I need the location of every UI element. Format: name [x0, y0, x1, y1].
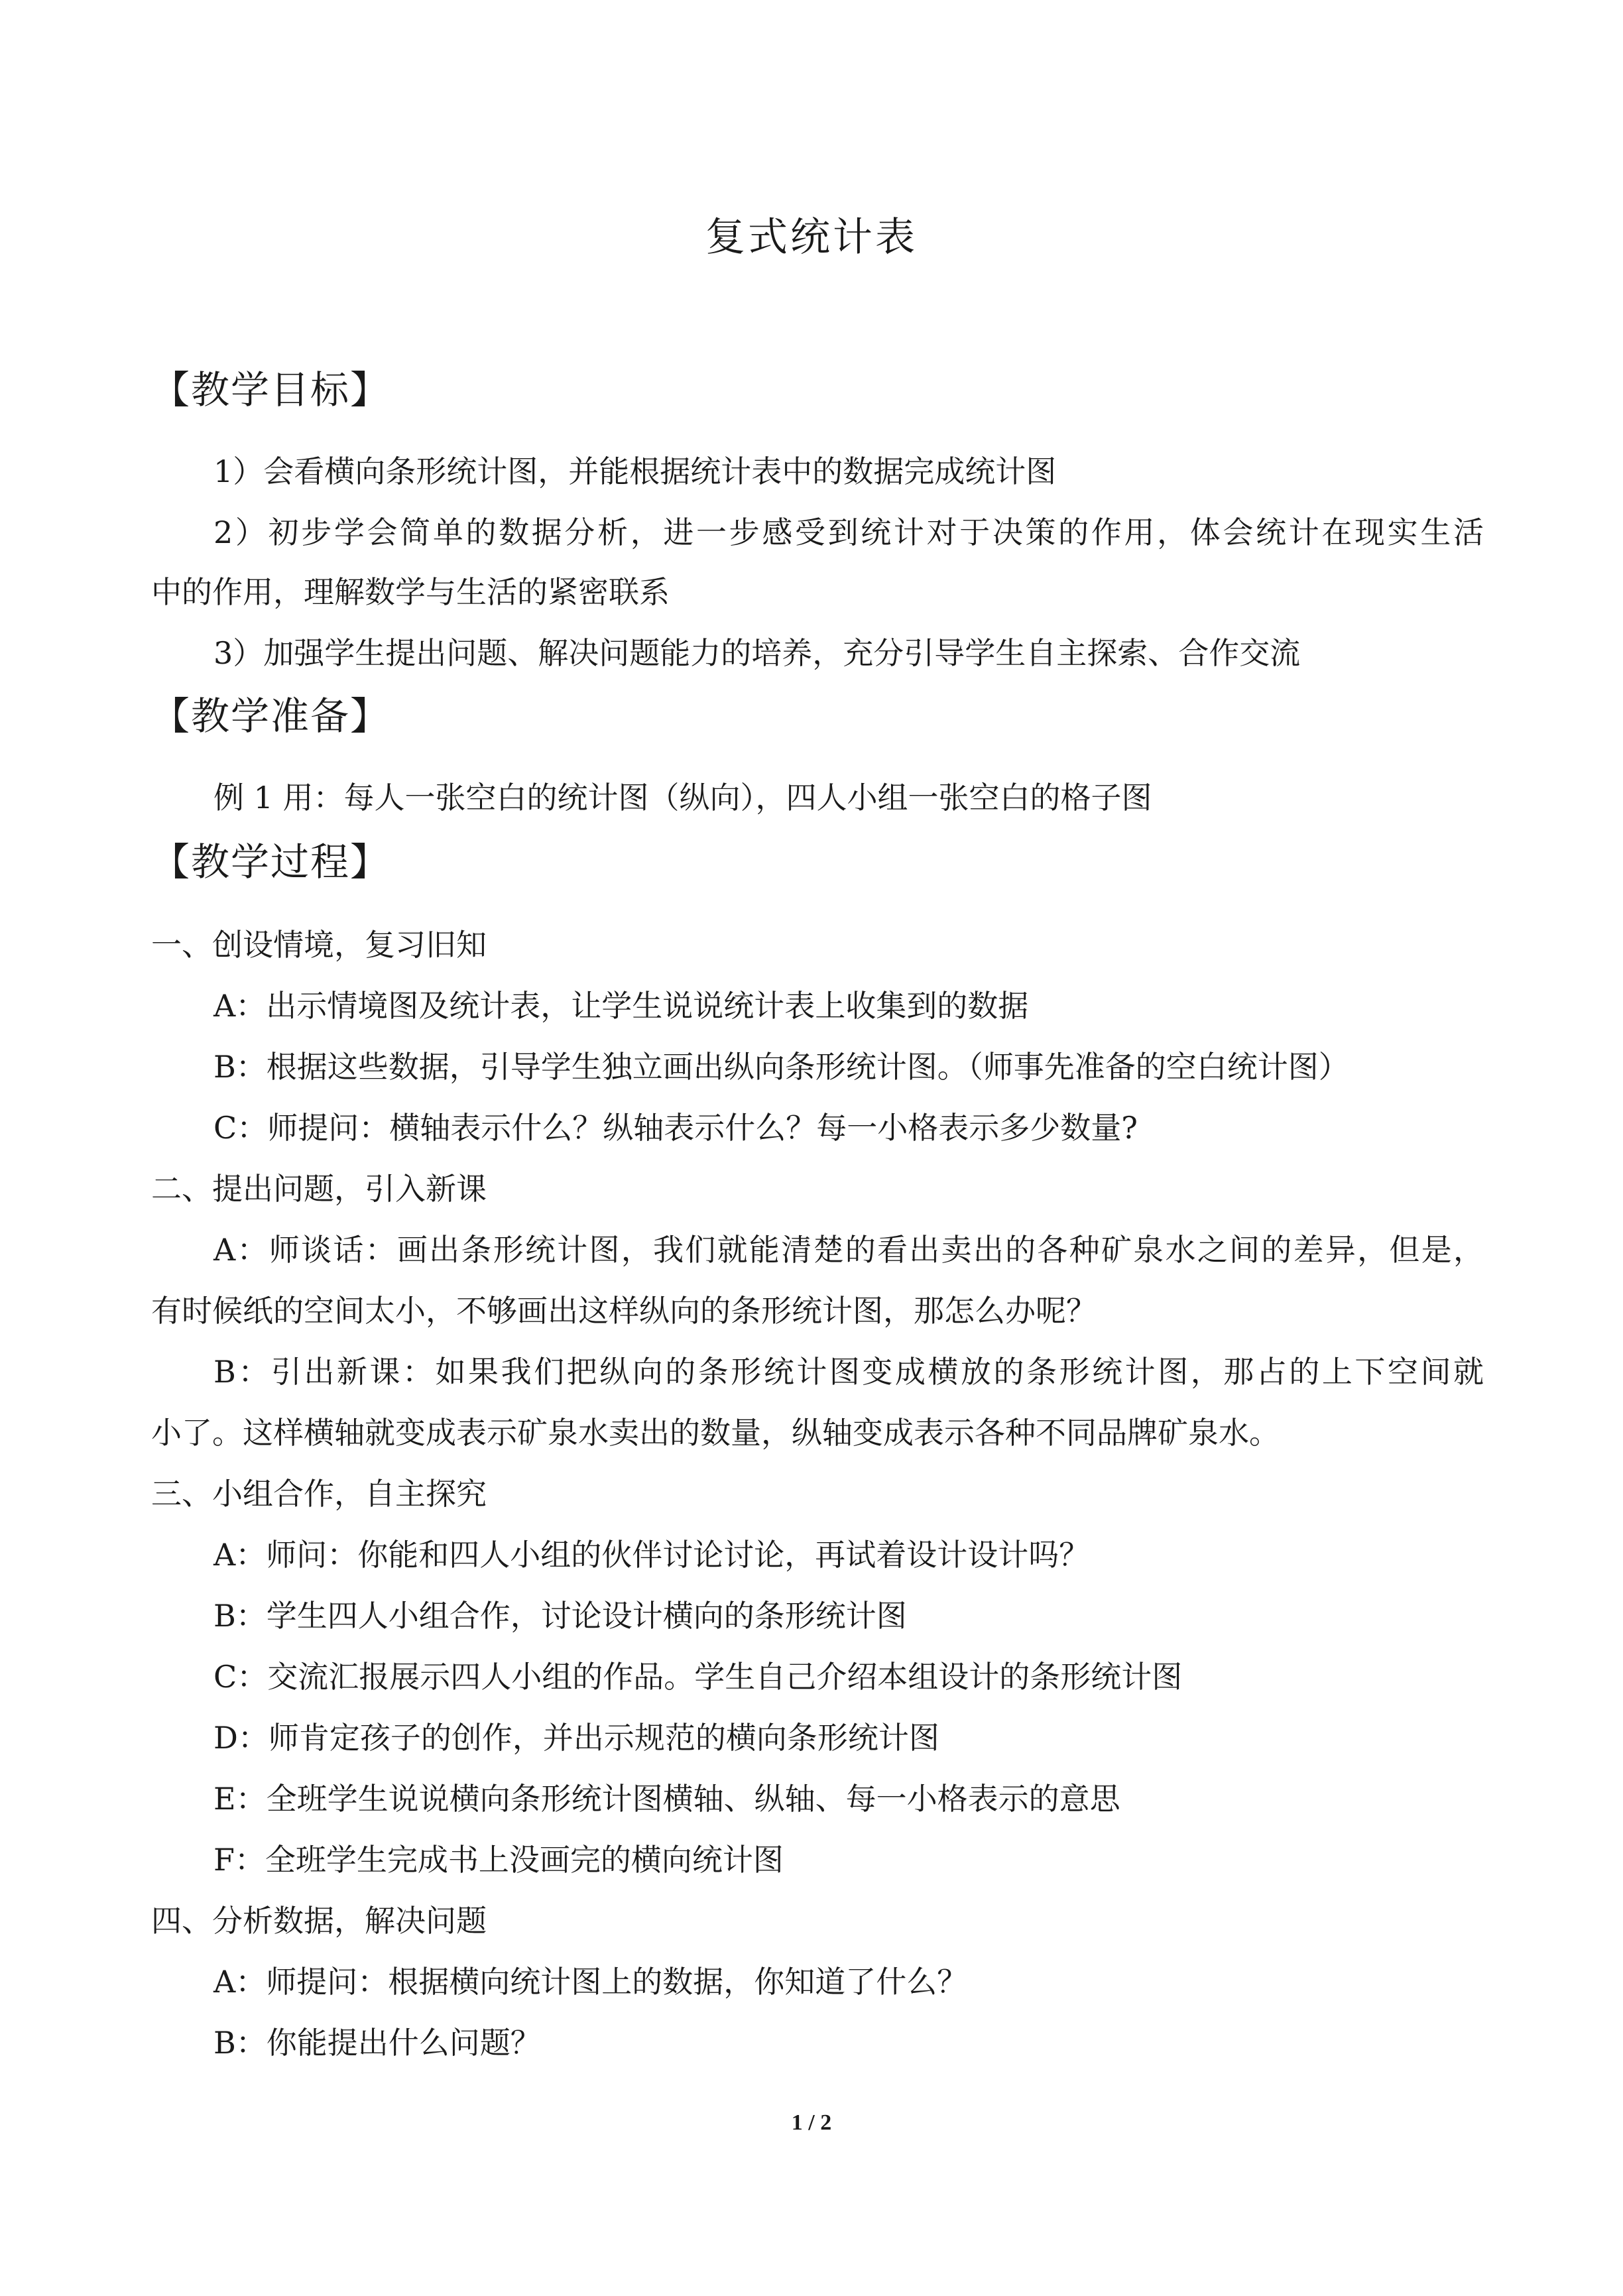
process-step: B：引出新课：如果我们把纵向的条形统计图变成横放的条形统计图，那占的上下空间就 — [213, 1354, 1484, 1390]
process-section-title: 四、分析数据，解决问题 — [151, 1903, 487, 1939]
document-title: 复式统计表 — [705, 214, 918, 261]
process-step: E：全班学生说说横向条形统计图横轴、纵轴、每一小格表示的意思 — [213, 1781, 1120, 1817]
objective-item-continued: 中的作用，理解数学与生活的紧密联系 — [151, 574, 670, 610]
process-step-continued: 有时候纸的空间太小，不够画出这样纵向的条形统计图，那怎么办呢？ — [151, 1293, 1097, 1329]
process-step: A：出示情境图及统计表，让学生说说统计表上收集到的数据 — [213, 988, 1029, 1024]
process-section-title: 二、提出问题，引入新课 — [151, 1171, 487, 1207]
process-step: F：全班学生完成书上没画完的横向统计图 — [213, 1842, 784, 1878]
process-step: B：根据这些数据，引导学生独立画出纵向条形统计图。（师事先准备的空白统计图） — [213, 1049, 1349, 1085]
preparation-item: 例 1 用：每人一张空白的统计图（纵向），四人小组一张空白的格子图 — [213, 780, 1152, 816]
process-step: A：师谈话：画出条形统计图，我们就能清楚的看出卖出的各种矿泉水之间的差异，但是， — [213, 1232, 1484, 1268]
process-step: C：交流汇报展示四人小组的作品。学生自己介绍本组设计的条形统计图 — [213, 1659, 1183, 1695]
process-step: A：师问：你能和四人小组的伙伴讨论讨论，再试着设计设计吗？ — [213, 1537, 1090, 1573]
objective-item: 2）初步学会简单的数据分析，进一步感受到统计对于决策的作用，体会统计在现实生活 — [213, 514, 1484, 550]
process-step-continued: 小了。这样横轴就变成表示矿泉水卖出的数量，纵轴变成表示各种不同品牌矿泉水。 — [151, 1415, 1280, 1451]
page-number: 1 / 2 — [791, 2110, 832, 2135]
process-step: B：你能提出什么问题？ — [213, 2025, 541, 2061]
process-step: A：师提问：根据横向统计图上的数据，你知道了什么？ — [213, 1964, 968, 2000]
preparation-heading: 【教学准备】 — [151, 694, 391, 739]
process-step: D：师肯定孩子的创作，并出示规范的横向条形统计图 — [213, 1720, 939, 1756]
objectives-heading: 【教学目标】 — [151, 367, 391, 412]
process-step: C：师提问：横轴表示什么？纵轴表示什么？每一小格表示多少数量? — [213, 1110, 1138, 1146]
process-section-title: 一、创设情境，复习旧知 — [151, 927, 487, 963]
process-step: B：学生四人小组合作，讨论设计横向的条形统计图 — [213, 1598, 907, 1634]
objective-item: 1）会看横向条形统计图，并能根据统计表中的数据完成统计图 — [213, 453, 1057, 489]
objective-item: 3）加强学生提出问题、解决问题能力的培养，充分引导学生自主探索、合作交流 — [213, 635, 1301, 671]
process-heading: 【教学过程】 — [151, 839, 391, 884]
process-section-title: 三、小组合作，自主探究 — [151, 1476, 487, 1512]
